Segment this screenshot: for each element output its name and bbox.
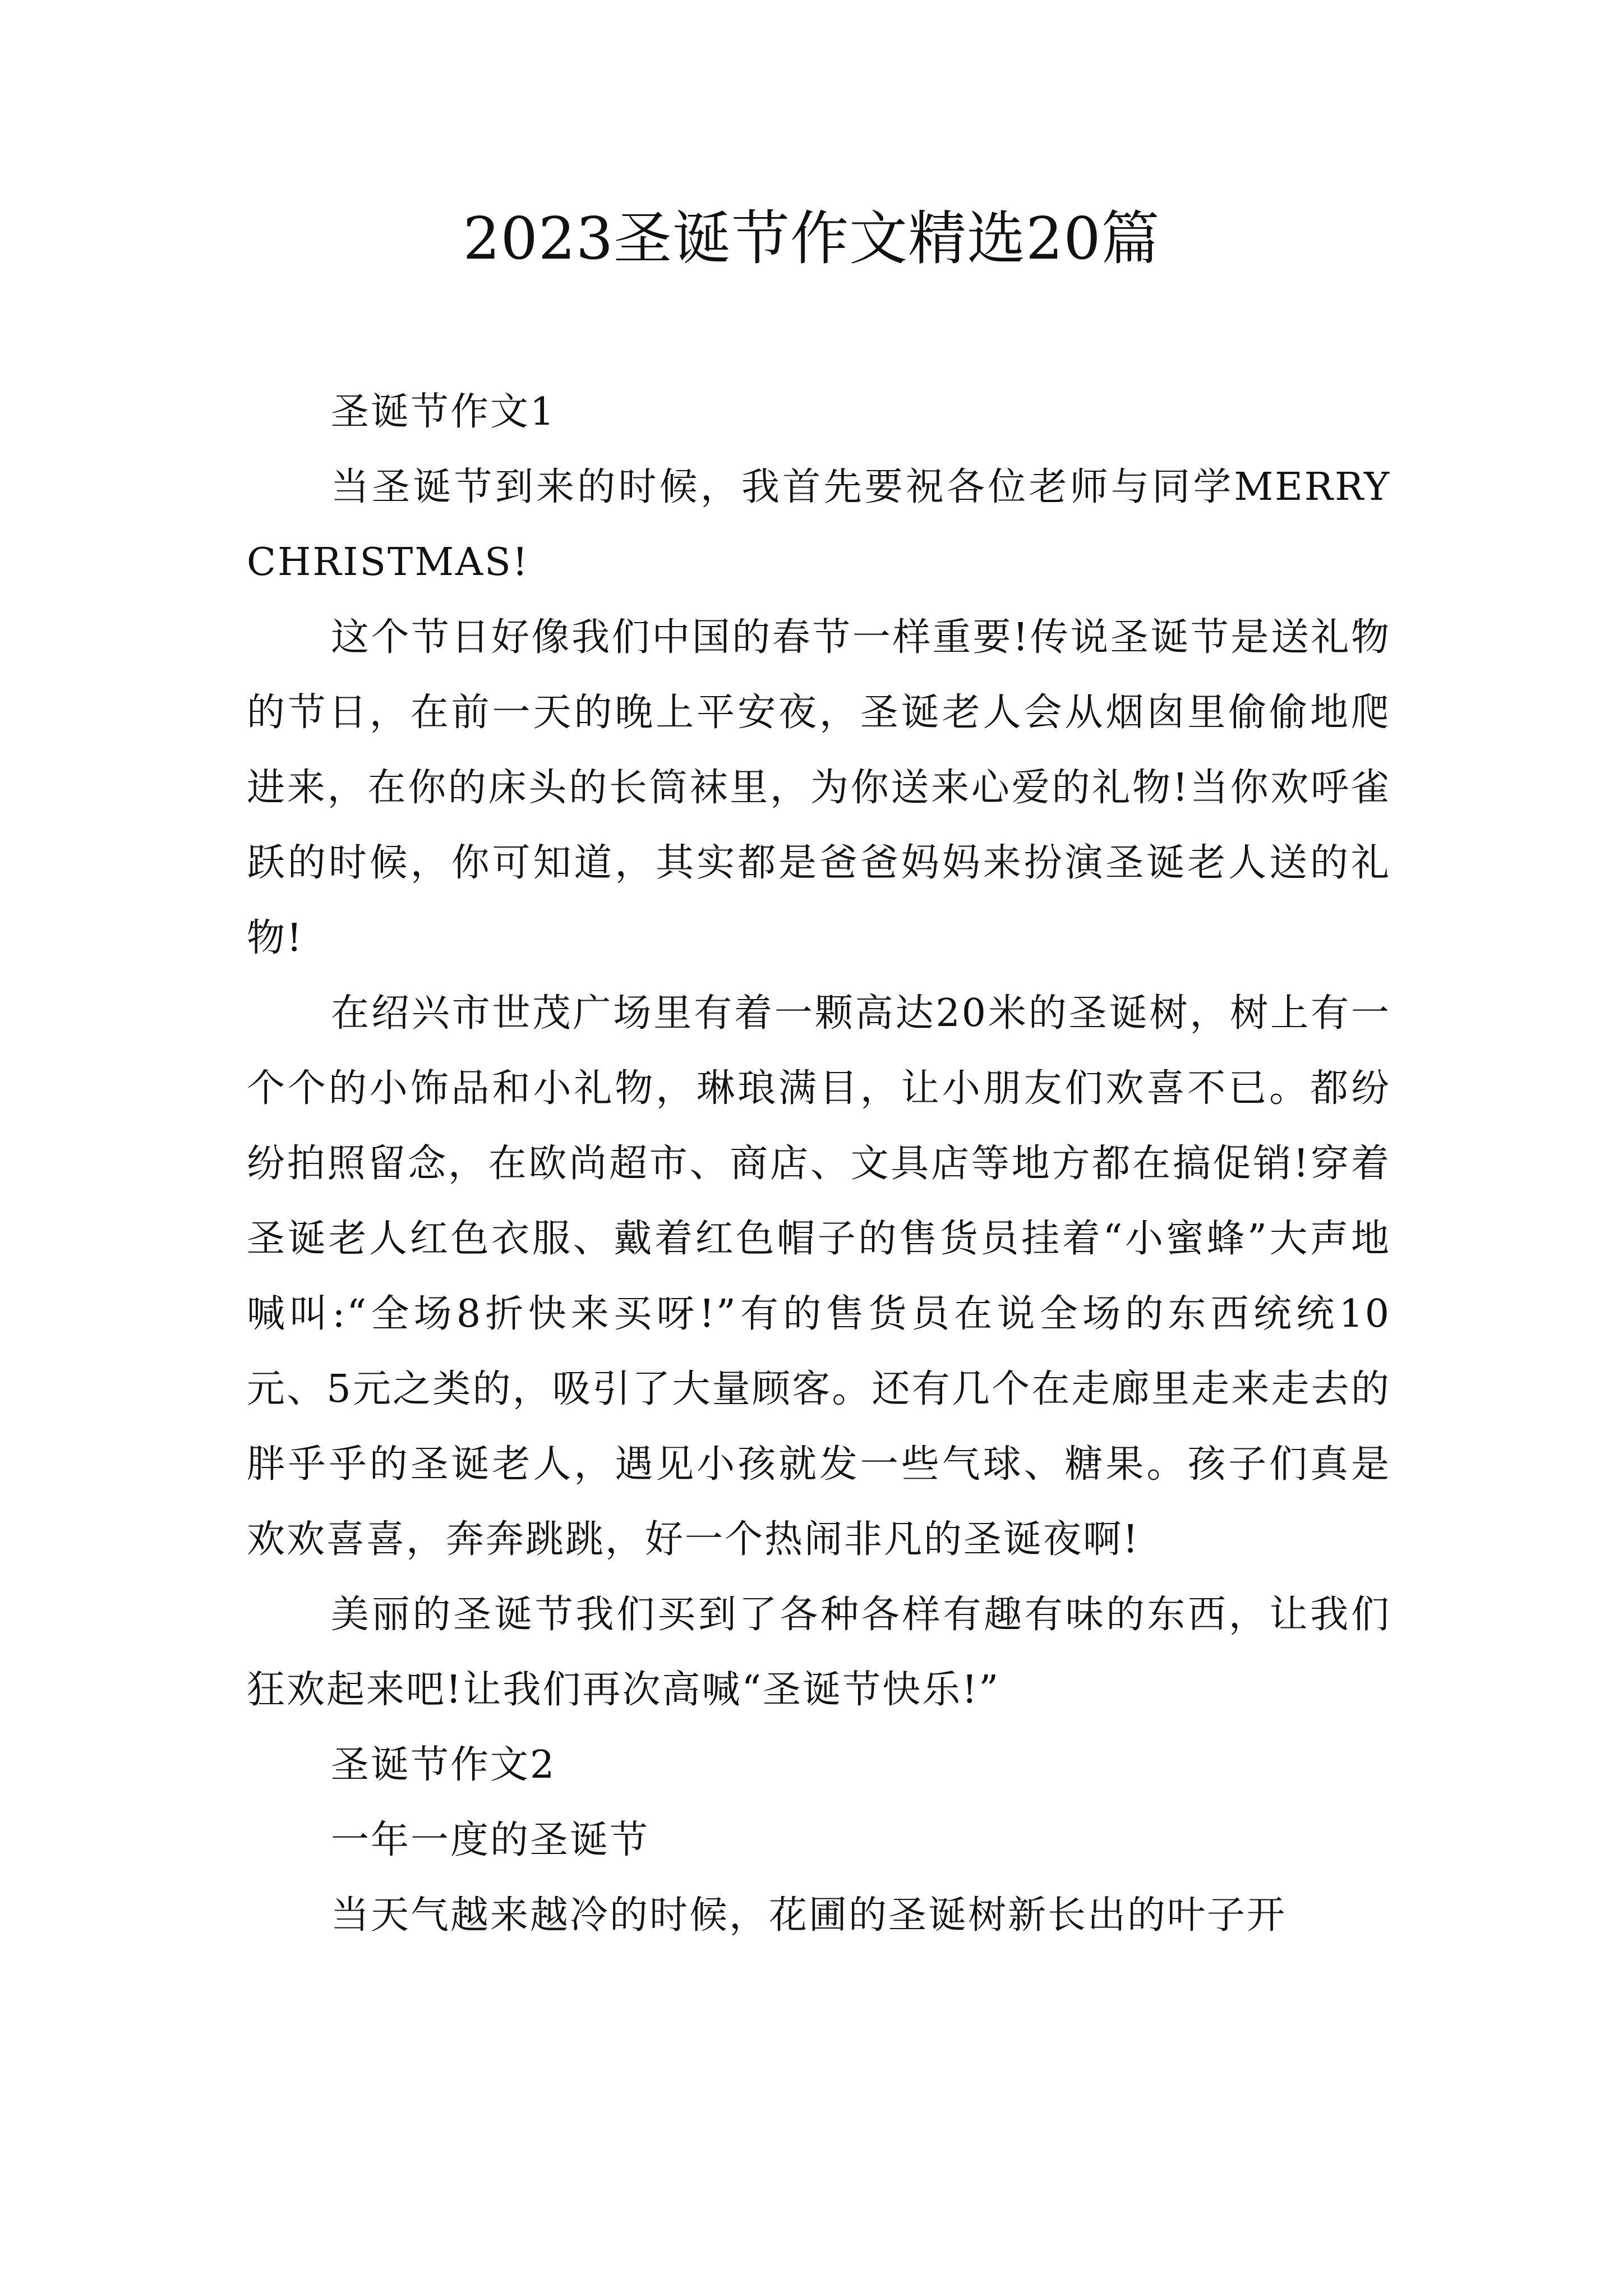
paragraph-greeting: 当圣诞节到来的时候，我首先要祝各位老师与同学MERRY CHRISTMAS!: [247, 465, 1391, 585]
paragraph-closing: 美丽的圣诞节我们买到了各种各样有趣有味的东西，让我们狂欢起来吧!让我们再次高喊“圣诞节快乐!”: [247, 1593, 1391, 1712]
section-heading-1: 圣诞节作文1: [331, 390, 556, 434]
document-body: [247, 375, 1391, 1953]
paragraph-tradition: 这个节日好像我们中国的春节一样重要!传说圣诞节是送礼物的节日，在前一天的晚上平安夜，圣诞老人会从烟囱里偷偷地爬进来，在你的床头的长筒袜里，为你送来心爱的礼物!当你欢呼雀跃的时候，你可知道，其实都是爸爸妈妈来扮演圣诞老人送的礼物!: [247, 615, 1391, 960]
subtitle-annual-christmas: 一年一度的圣诞节: [331, 1818, 650, 1862]
document-title: 2023圣诞节作文精选20篇: [463, 204, 1160, 273]
paragraph-weather: 当天气越来越冷的时候，花圃的圣诞树新长出的叶子开: [331, 1893, 1287, 1938]
section-heading-2: 圣诞节作文2: [331, 1743, 556, 1787]
paragraph-plaza: 在绍兴市世茂广场里有着一颗高达20米的圣诞树，树上有一个个的小饰品和小礼物，琳琅满目，让小朋友们欢喜不已。都纷纷拍照留念，在欧尚超市、商店、文具店等地方都在搞促销!穿着圣诞老人红色衣服、戴着红色帽子的售货员挂着“小蜜蜂”大声地喊叫:“全场8折快来买呀!”有的售货员在说全场的东西统统10元、5元之类的，吸引了大量顾客。还有几个在走廊里走来走去的胖乎乎的圣诞老人，遇见小孩就发一些气球、糖果。孩子们真是欢欢喜喜，奔奔跳跳，好一个热闹非凡的圣诞夜啊!: [247, 991, 1391, 1562]
